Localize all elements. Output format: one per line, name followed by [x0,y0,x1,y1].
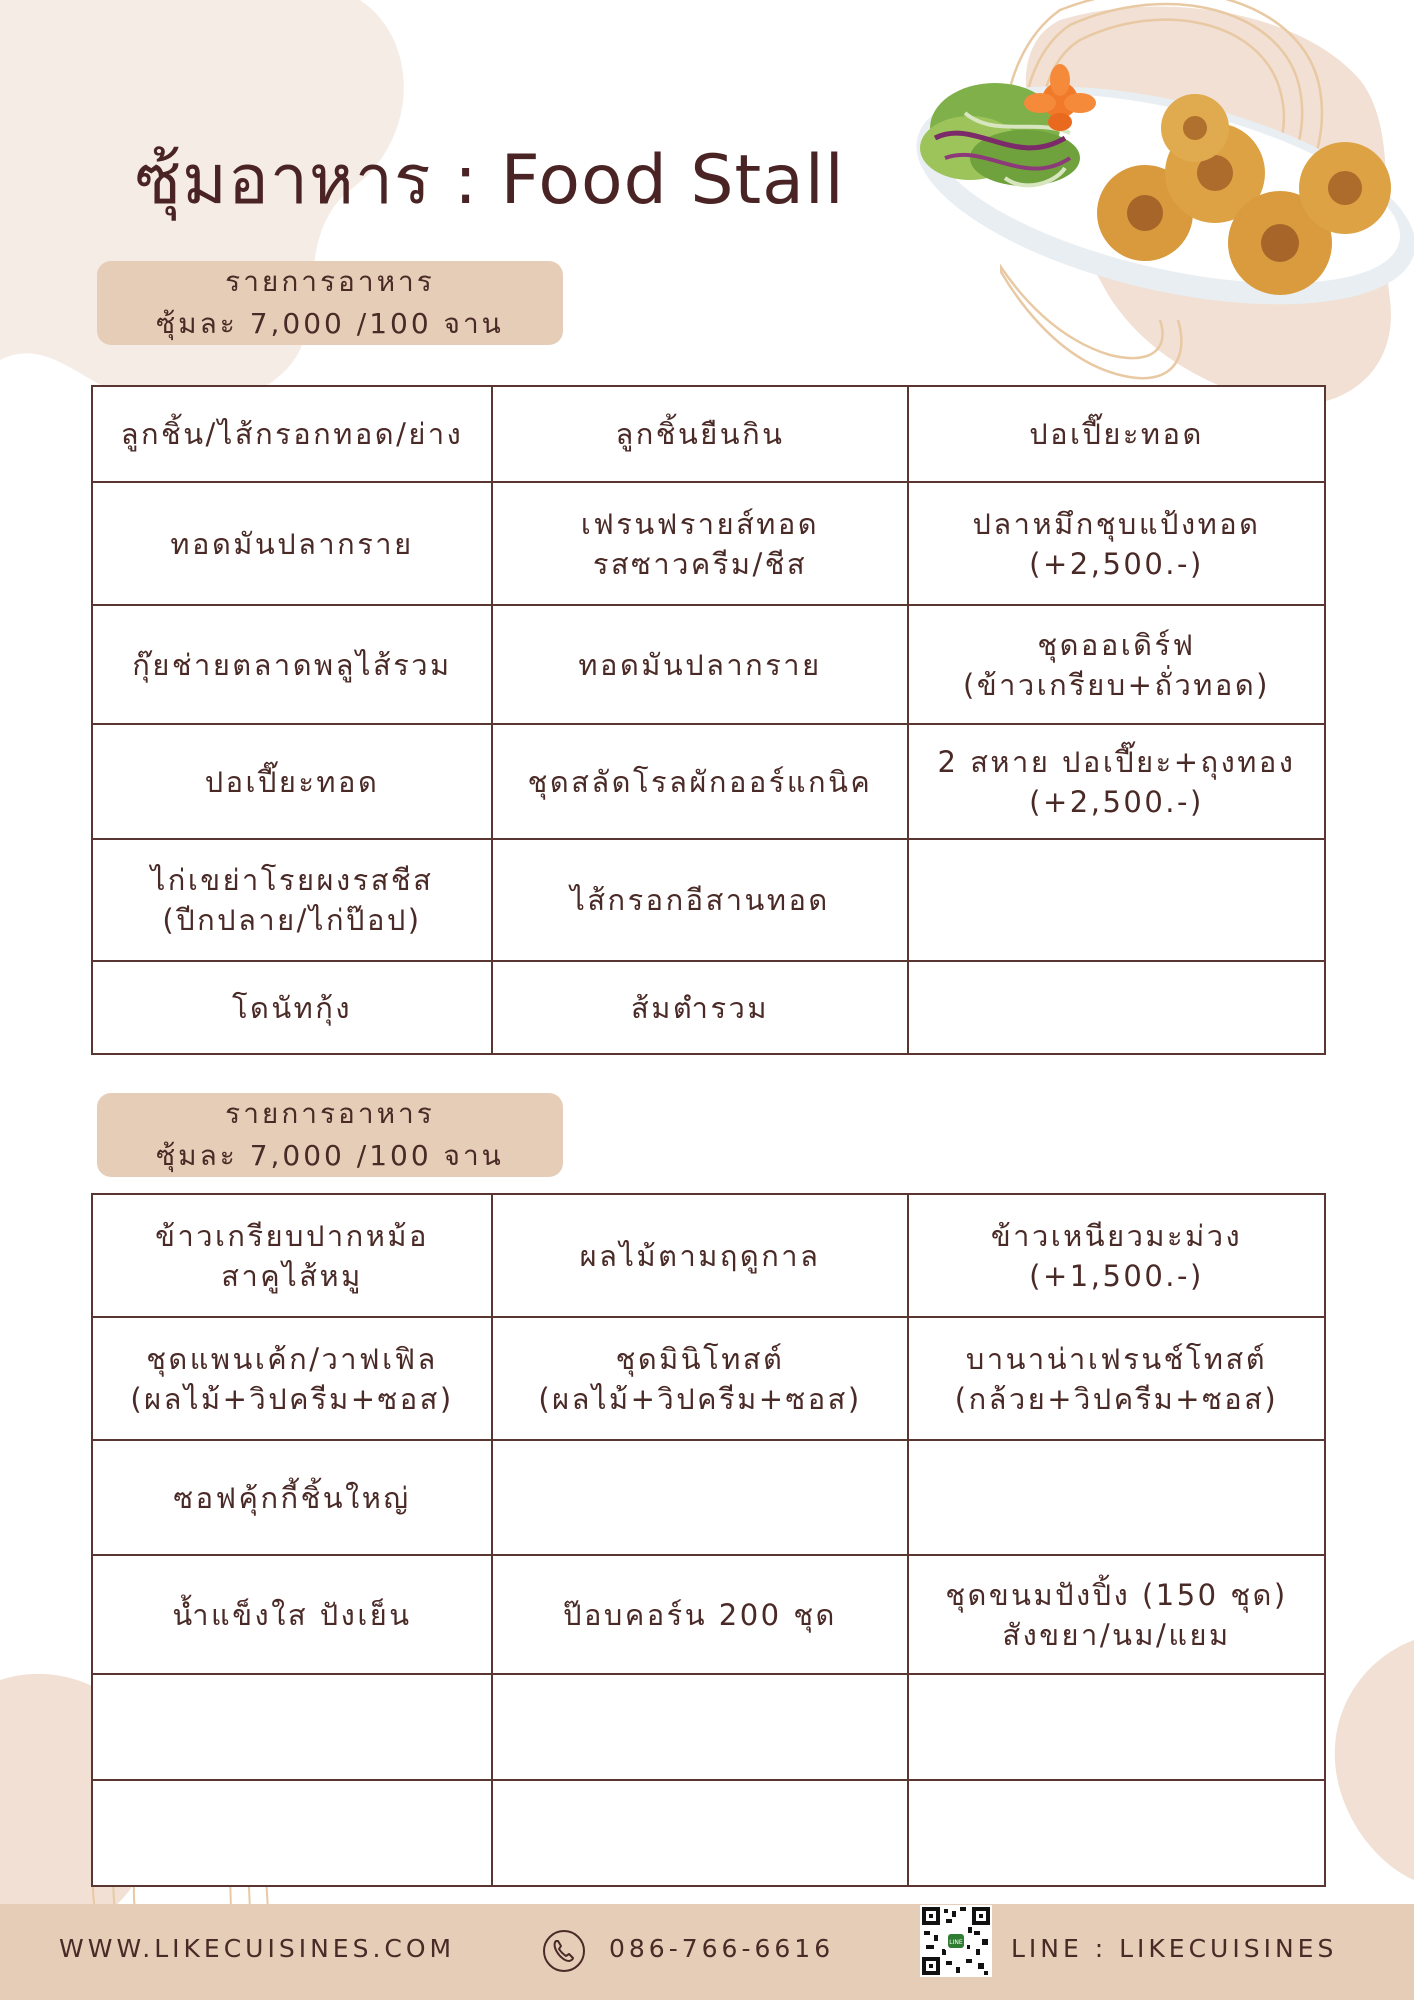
menu-header-2-price: ซุ้มละ 7,000 /100 จาน [156,1139,504,1172]
menu-cell: โดนัทกุ้ง [92,961,492,1054]
menu-cell [492,1780,908,1886]
menu-cell: ไก่เขย่าโรยผงรสชีส (ปีกปลาย/ไก่ป๊อป) [92,839,492,961]
menu-cell: ปอเปี๊ยะทอด [908,386,1325,482]
menu-cell [908,1780,1325,1886]
menu-cell: ชุดขนมปังปิ้ง (150 ชุด) สังขยา/นม/แยม [908,1555,1325,1674]
menu-cell: น้ำแข็งใส ปังเย็น [92,1555,492,1674]
table-row [92,724,1325,839]
menu-cell: ชุดออเดิร์ฟ (ข้าวเกรียบ+ถั่วทอด) [908,605,1325,724]
table-row [92,1440,1325,1555]
menu-cell: ทอดมันปลากราย [92,482,492,605]
menu-cell: ทอดมันปลากราย [492,605,908,724]
menu-cell: ป๊อบคอร์น 200 ชุด [492,1555,908,1674]
website-link[interactable]: WWW.LIKECUISINES.COM [59,1934,456,1963]
menu-header-1-title: รายการอาหาร [225,265,435,298]
phone-icon [541,1928,587,1974]
table-row [92,1555,1325,1674]
menu-cell: ปลาหมึกชุบแป้งทอด (+2,500.-) [908,482,1325,605]
phone-number[interactable]: 086-766-6616 [609,1934,835,1963]
menu-cell: ข้าวเหนียวมะม่วง (+1,500.-) [908,1194,1325,1317]
menu-cell: ซอฟคุ้กกี้ชิ้นใหญ่ [92,1440,492,1555]
table-row [92,1674,1325,1780]
menu-cell: ไส้กรอกอีสานทอด [492,839,908,961]
table-row [92,961,1325,1054]
menu-cell [492,1674,908,1780]
table-row [92,605,1325,724]
table-row [92,1780,1325,1886]
table-row [92,1317,1325,1440]
menu-cell: ข้าวเกรียบปากหม้อ สาคูไส้หมู [92,1194,492,1317]
page-title: ซุ้มอาหาร : Food Stall [135,141,845,220]
menu-cell [92,1780,492,1886]
menu-cell: เฟรนฟรายส์ทอด รสซาวครีม/ชีส [492,482,908,605]
table-row [92,386,1325,482]
menu-cell: 2 สหาย ปอเปี๊ยะ+ถุงทอง (+2,500.-) [908,724,1325,839]
menu-cell: ผลไม้ตามฤดูกาล [492,1194,908,1317]
menu-header-1 [97,261,563,345]
fried-squid-plate-image [895,18,1414,368]
footer-bar [0,1904,1414,2000]
menu-cell [908,839,1325,961]
table-row [92,1194,1325,1317]
menu-cell: ลูกชิ้นยืนกิน [492,386,908,482]
menu-cell: ชุดแพนเค้ก/วาฟเฟิล (ผลไม้+วิปครีม+ซอส) [92,1317,492,1440]
svg-text:LINE: LINE [949,1939,963,1946]
line-id[interactable]: LINE : LIKECUISINES [1011,1934,1338,1963]
menu-header-2-title: รายการอาหาร [225,1097,435,1130]
menu-cell [492,1440,908,1555]
menu-cell: ชุดสลัดโรลผักออร์แกนิค [492,724,908,839]
menu-cell [908,961,1325,1054]
menu-cell: ชุดมินิโทสต์ (ผลไม้+วิปครีม+ซอส) [492,1317,908,1440]
menu-cell [908,1674,1325,1780]
menu-cell [92,1674,492,1780]
menu-table-2 [91,1193,1326,1887]
menu-cell [908,1440,1325,1555]
menu-cell: ส้มตำรวม [492,961,908,1054]
menu-cell: ปอเปี๊ยะทอด [92,724,492,839]
menu-cell: กุ๊ยช่ายตลาดพลูไส้รวม [92,605,492,724]
table-row [92,482,1325,605]
table-row [92,839,1325,961]
qr-code-icon [920,1905,992,1977]
menu-cell: ลูกชิ้น/ไส้กรอกทอด/ย่าง [92,386,492,482]
menu-header-1-price: ซุ้มละ 7,000 /100 จาน [156,307,504,340]
menu-table-1 [91,385,1326,1055]
menu-header-2 [97,1093,563,1177]
menu-cell: บานาน่าเฟรนช์โทสต์ (กล้วย+วิปครีม+ซอส) [908,1317,1325,1440]
